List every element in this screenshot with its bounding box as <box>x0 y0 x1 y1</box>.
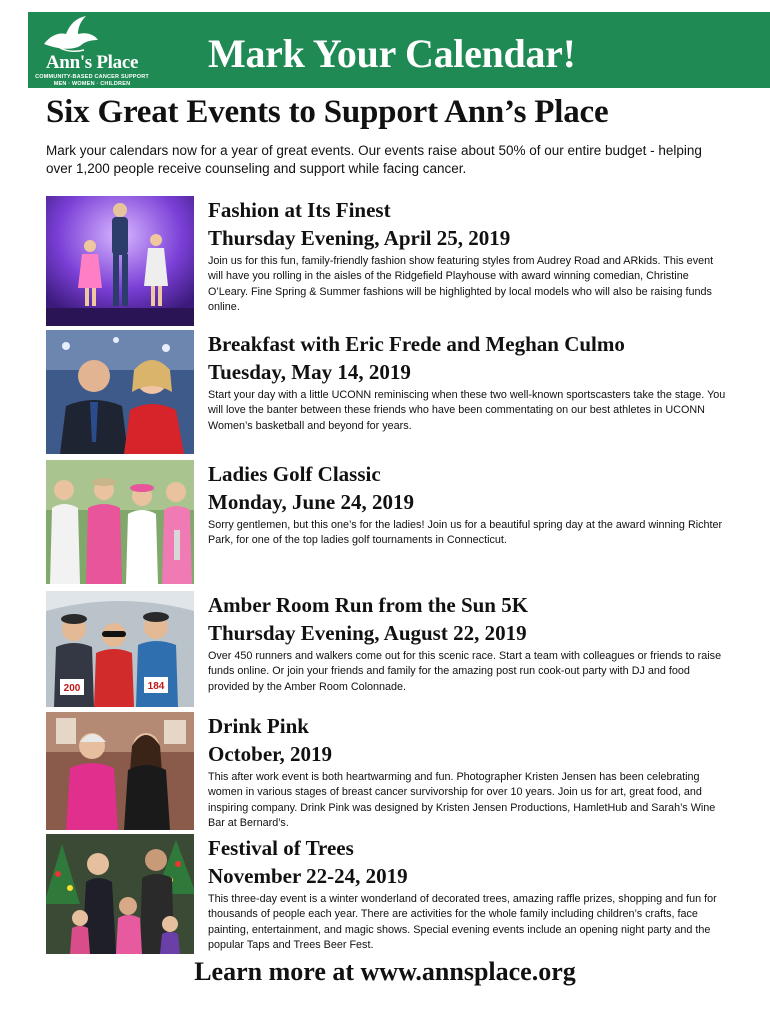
event-description: This three-day event is a winter wonderland of decorated trees, amazing raffle prizes, shopping and fun for thousands of people each year. There are activities for the whole family including children’s crafts, face painting, entertainment, and magic shows. Special evening events include an opening night party and the popular Taps and Trees Beer Fest. <box>208 893 717 952</box>
event-date: Thursday Evening, August 22, 2019 <box>208 621 527 645</box>
event-title: Breakfast with Eric Frede and Meghan Culmo <box>208 332 625 356</box>
event-description: Join us for this fun, family-friendly fashion show featuring styles from Audrey Road and ARkids. This event will have you rolling in the aisles of the Ridgefield Playhouse with award winning comedian, Christine O’Leary. Fine Spring & Summer fashions will be highlighted by local models who will also be raising funds online. <box>208 255 714 314</box>
event-details <box>208 712 730 832</box>
dove-icon <box>40 14 100 56</box>
event-description: Start your day with a little UCONN reminiscing when these two well-known sportscasters take the stage. You will love the banter between these friends who have been commentating on our best athletes in UCONN Women’s basketball and beyond for years. <box>208 389 726 432</box>
event-details <box>208 591 730 695</box>
event-photo-fashion-show <box>46 196 194 326</box>
event-description: This after work event is both heartwarming and fun. Photographer Kristen Jensen has been celebrating women in various stages of breast cancer survivorship for over 10 years. Join us for art, great food, and inspiring company. Drink Pink was designed by Kristen Jensen Productions, HamletHub and Sarah’s Wine Bar at Bernard’s. <box>208 771 716 830</box>
logo-name: Ann's Place <box>45 52 139 73</box>
event-description: Over 450 runners and walkers come out for this scenic race. Start a team with colleagues or friends to raise funds online. Or join your friends and family for the amazing post run cook-out party with DJ and food provided by the Amber Room Colonnade. <box>208 650 722 693</box>
logo-tagline: COMMUNITY-BASED CANCER SUPPORT <box>35 74 149 80</box>
event-details <box>208 330 730 434</box>
event-date: Monday, June 24, 2019 <box>208 490 414 514</box>
event-date: Thursday Evening, April 25, 2019 <box>208 226 511 250</box>
event-details <box>208 460 730 549</box>
event-date: November 22-24, 2019 <box>208 864 408 888</box>
event-details <box>208 834 730 954</box>
race-bib-left: 200 <box>63 683 81 694</box>
logo-audience: MEN · WOMEN · CHILDREN <box>53 81 131 87</box>
event-date: Tuesday, May 14, 2019 <box>208 360 411 384</box>
event-photo-drink-pink <box>46 712 194 830</box>
event-title: Fashion at Its Finest <box>208 198 391 222</box>
page-title: Six Great Events to Support Ann’s Place <box>46 94 609 130</box>
event-details <box>208 196 730 316</box>
event-photo-golf-ladies <box>46 460 194 584</box>
event-title: Festival of Trees <box>208 836 354 860</box>
logo <box>28 12 156 88</box>
event-date: October, 2019 <box>208 742 333 766</box>
event-title: Ladies Golf Classic <box>208 462 381 486</box>
event-photo-breakfast-hosts <box>46 330 194 454</box>
event-title: Drink Pink <box>208 714 309 738</box>
header-banner <box>28 12 770 88</box>
event-photo-runners <box>46 591 194 707</box>
footer-website-link[interactable]: Learn more at www.annsplace.org <box>194 957 576 986</box>
intro-paragraph: Mark your calendars now for a year of great events. Our events raise about 50% of our entire budget - helping over 1,200 people receive counseling and support while facing cancer. <box>46 143 702 176</box>
event-photo-festival-trees <box>46 834 194 954</box>
banner-title: Mark Your Calendar! <box>208 31 576 76</box>
event-title: Amber Room Run from the Sun 5K <box>208 593 529 617</box>
race-bib-right: 184 <box>147 681 165 692</box>
event-description: Sorry gentlemen, but this one’s for the ladies! Join us for a beautiful spring day at the award winning Richter Park, for one of the top ladies golf tournaments in Connecticut. <box>208 519 723 547</box>
